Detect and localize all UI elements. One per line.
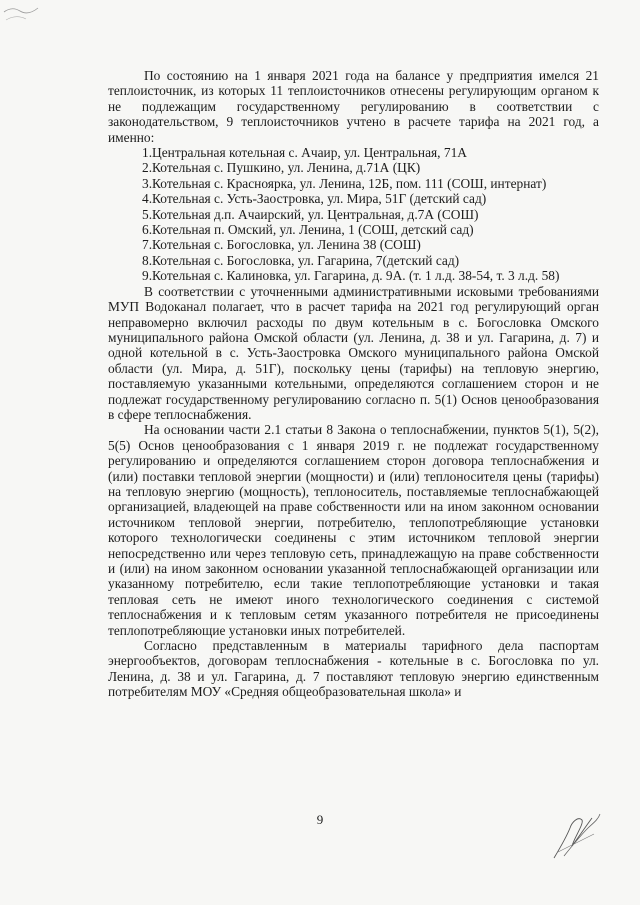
list-item: 9.Котельная с. Калиновка, ул. Гагарина, д. 9А. (т. 1 л.д. 38-54, т. 3 л.д. 58) <box>142 268 560 284</box>
handwritten-signature <box>548 808 604 864</box>
list-item: 5.Котельная д.п. Ачаирский, ул. Центральная, д.7А (СОШ) <box>142 206 479 222</box>
heat-sources-list <box>108 145 599 284</box>
document-body <box>108 68 599 700</box>
list-item: 1.Центральная котельная с. Ачаир, ул. Центральная, 71А <box>142 145 467 161</box>
list-item: 3.Котельная с. Красноярка, ул. Ленина, 12Б, пом. 111 (СОШ, интернат) <box>142 175 547 191</box>
list-item: 2.Котельная с. Пушкино, ул. Ленина, д.71А (ЦК) <box>142 160 421 176</box>
paragraph-claims: В соответствии с уточненными административными исковыми требованиями МУП Водоканал полагает, что в расчет тарифа на 2021 год регулирующий орган неправомерно включил расходы по двум котельным в с. Богословка Омского муниципального района Омской области (ул. Ленина, д. 38 и ул. Гагарина, д. 7) и одной котельной в с. Усть-Заостровка Омского муниципального района Омской области (ул. Мира, д. 51Г), поскольку цены (тарифы) на тепловую энергию, поставляемую указанными котельными, определяются соглашением сторон и не подлежат государственному регулированию согласно п. 5(1) Основ ценообразования в сфере теплоснабжения. <box>108 283 599 422</box>
scan-mark-icon <box>2 2 42 26</box>
list-item: 8.Котельная с. Богословка, ул. Гагарина, 7(детский сад) <box>142 252 460 268</box>
list-item: 6.Котельная п. Омский, ул. Ленина, 1 (СОШ, детский сад) <box>142 222 474 238</box>
list-item: 7.Котельная с. Богословка, ул. Ленина 38 (СОШ) <box>142 237 421 253</box>
intro-paragraph: По состоянию на 1 января 2021 года на балансе у предприятия имелся 21 теплоисточник, из которых 11 теплоисточников отнесены регулирующим органом к не подлежащим государственному регулированию в соответствии с законодательством, 9 теплоисточников учтено в расчете тарифа на 2021 год, а именно: <box>108 68 599 145</box>
list-item: 4.Котельная с. Усть-Заостровка, ул. Мира, 51Г (детский сад) <box>142 191 487 207</box>
page-number: 9 <box>316 812 324 827</box>
paragraph-evidence: Согласно представленным в материалы тарифного дела паспортам энергообъектов, договорам теплоснабжения - котельные в с. Богословка по ул. Ленина, д. 38 и ул. Гагарина, д. 7 поставляют тепловую энергию единственным потребителям МОУ «Средняя общеобразовательная школа» и <box>108 638 599 700</box>
paragraph-law: На основании части 2.1 статьи 8 Закона о теплоснабжении, пунктов 5(1), 5(2), 5(5) Основ ценообразования с 1 января 2019 г. не подлежат государственному регулированию и определяются соглашением сторон договора теплоснабжения и (или) поставки тепловой энергии (мощности) и (или) теплоносителя цены (тарифы) на тепловую энергию (мощность), теплоноситель, поставляемые теплоснабжающей организацией, владеющей на праве собственности или на ином законном основании источником тепловой энергии, потребителю, теплопотребляющие установки которого технологически соединены с этим источником тепловой энергии непосредственно или через тепловую сеть, принадлежащую на праве собственности и (или) на ином законном основании указанной теплоснабжающей организации или указанному потребителю, если такие теплопотребляющие установки и такая тепловая сеть не имеют иного технологического соединения с системой теплоснабжения и к тепловым сетям указанного потребителя не присоединены теплопотребляющие установки иных потребителей. <box>108 422 599 638</box>
